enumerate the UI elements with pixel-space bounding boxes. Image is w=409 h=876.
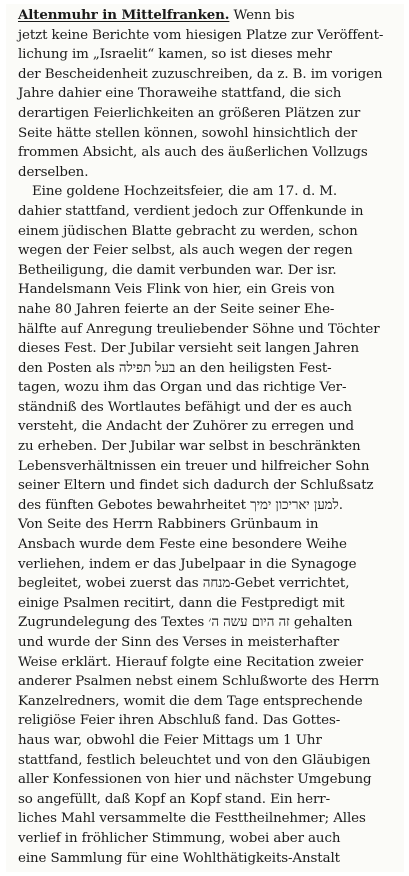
article-line-p2-26: Kanzelredners, womit die dem Tage entsprechende (18, 693, 363, 709)
article-line-p2-11: ständniß des Wortlautes befähigt und der es auch (18, 399, 352, 415)
article-line-p2-16: des fünften Gebotes bewahrheitet למען יאריכון ימיך. (18, 497, 343, 513)
article-line-p2-27: religiöse Feier ihren Abschluß fand. Das Gottes- (18, 713, 341, 729)
article-line-p1-0: Wenn bis (229, 8, 295, 23)
article-line-p2-19: verliehen, indem er das Jubelpaar in die Synagoge (18, 556, 357, 572)
article-line-p1-3: der Bescheidenheit zuzuschreiben, da z. B. im vorigen (18, 66, 383, 82)
article-line-p2-22: Zugrundelegung des Textes זה היום עשה ה׳ gehalten (18, 615, 353, 631)
article-line-p2-31: so angefüllt, daß Kopf an Kopf stand. Ein herr- (18, 791, 330, 807)
article-line-p1-7: frommen Absicht, als auch des äußerlichen Vollzugs (18, 145, 368, 161)
article-line-p2-30: aller Konfessionen von hier und nächster Umgebung (18, 772, 372, 788)
article-line-p2-18: Ansbach wurde dem Feste eine besondere Weihe (18, 537, 347, 553)
article-first-line (18, 6, 396, 26)
article-line-p1-1: jetzt keine Berichte vom hiesigen Platze zur Veröffent- (18, 27, 384, 43)
article-line-p2-5: Handelsmann Veis Flink von hier, ein Greis von (18, 282, 335, 298)
article-line-p2-4: Betheiligung, die damit verbunden war. Der isr. (18, 262, 337, 278)
article-line-p1-2: lichung im „Israelit“ kamen, so ist dieses mehr (18, 47, 332, 63)
article-line-p2-10: tagen, wozu ihm das Organ und das richtige Ver- (18, 380, 347, 396)
article-column (18, 6, 396, 868)
article-line-p2-33: verlief in fröhlicher Stimmung, wobei aber auch (18, 830, 341, 846)
article-line-p2-0: Eine goldene Hochzeitsfeier, die am 17. d. M. (32, 184, 338, 200)
article-line-p1-5: derartigen Feierlichkeiten an größeren Plätzen zur (18, 105, 361, 121)
article-line-p2-7: hälfte auf Anregung treuliebender Söhne und Töchter (18, 321, 380, 337)
article-line-p2-2: einem jüdischen Blatte gebracht zu werden, schon (18, 223, 358, 239)
article-line-p1-8: derselben. (18, 164, 89, 180)
article-line-p2-3: wegen der Feier selbst, als auch wegen der regen (18, 243, 353, 259)
article-line-p2-34: eine Sammlung für eine Wohlthätigkeits-Anstalt (18, 850, 340, 866)
article-line-p2-1: dahier stattfand, verdient jedoch zur Offenkunde in (18, 203, 364, 219)
article-line-p2-12: versteht, die Andacht der Zuhörer zu erregen und (18, 419, 354, 435)
newspaper-page (6, 4, 404, 872)
article-line-p2-25: anderer Psalmen nebst einem Schlußworte des Herrn (18, 674, 380, 690)
article-line-p2-29: stattfand, festlich beleuchtet und von den Gläubigen (18, 752, 371, 768)
article-line-p1-4: Jahre dahier eine Thoraweihe stattfand, die sich (18, 86, 342, 102)
article-line-p2-24: Weise erklärt. Hierauf folgte eine Recitation zweier (18, 654, 364, 670)
article-line-p2-13: zu erheben. Der Jubilar war selbst in beschränkten (18, 439, 361, 455)
article-line-p2-14: Lebensverhältnissen ein treuer und hilfreicher Sohn (18, 458, 370, 474)
article-line-p2-23: und wurde der Sinn des Verses in meisterhafter (18, 635, 340, 650)
article-line-p2-21: einige Psalmen recitirt, dann die Festpredigt mit (18, 595, 345, 611)
article-line-p2-6: nahe 80 Jahren feierte an der Seite seiner Ehe- (18, 301, 335, 317)
article-line-p2-17: Von Seite des Herrn Rabbiners Grünbaum in (18, 517, 319, 533)
article-title: Altenmuhr in Mittelfranken. (18, 7, 230, 23)
article-line-p2-8: dieses Fest. Der Jubilar versieht seit langen Jahren (18, 341, 359, 357)
article-line-p1-6: Seite hätte stellen können, sowohl hinsichtlich der (18, 125, 358, 141)
article-line-p2-20: begleitet, wobei zuerst das מנחה-Gebet verrichtet, (18, 576, 350, 592)
article-line-p2-9: den Posten als בעל תפילה an den heiligsten Fest- (18, 360, 332, 376)
article-line-p2-32: liches Mahl versammelte die Festtheilnehmer; Alles (18, 811, 366, 827)
article-line-p2-28: haus war, obwohl die Feier Mittags um 1 Uhr (18, 732, 322, 748)
article-line-p2-15: seiner Eltern und findet sich dadurch der Schlußsatz (18, 478, 374, 494)
